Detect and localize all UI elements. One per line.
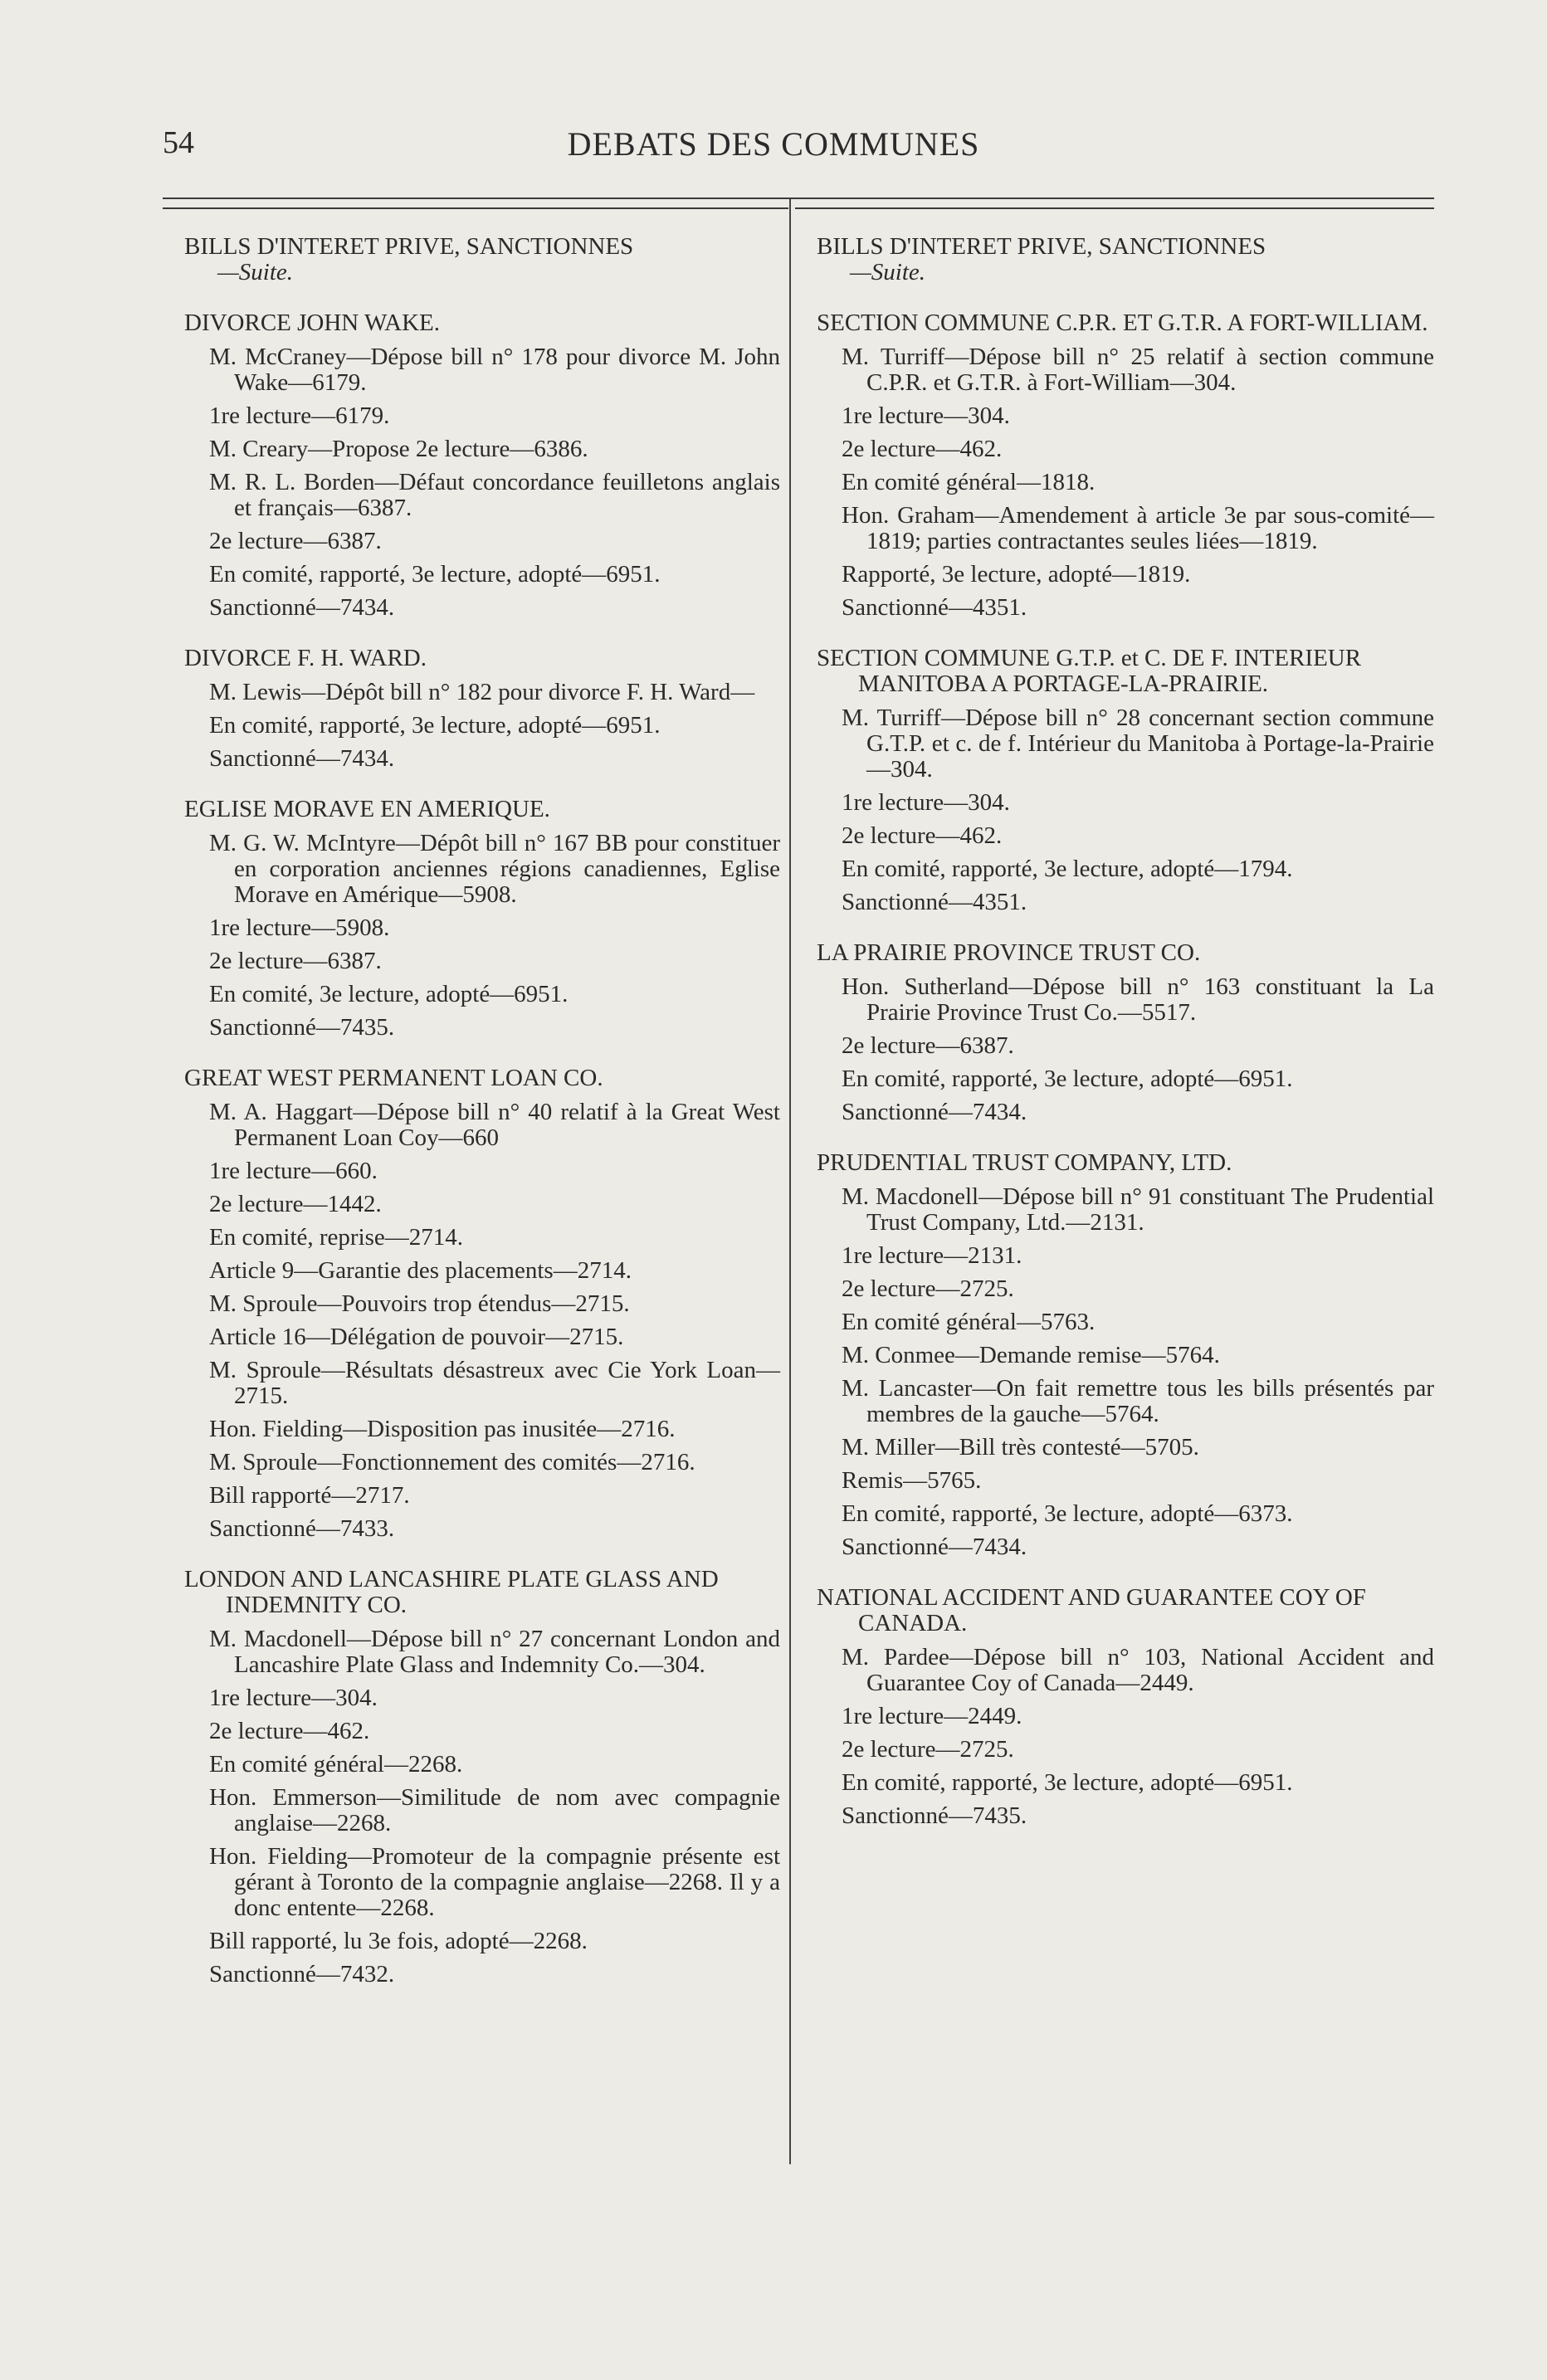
index-entry: Hon. Graham—Amendement à article 3e par sous-comité—1819; parties contractantes seules liées—1819. — [842, 502, 1434, 554]
index-entry: M. A. Haggart—Dépose bill n° 40 relatif à la Great West Permanent Loan Coy—660 — [209, 1099, 780, 1151]
section-title: LA PRAIRIE PROVINCE TRUST CO. — [817, 939, 1201, 966]
index-entry: 1re lecture—660. — [209, 1158, 378, 1184]
section-title: LONDON AND LANCASHIRE PLATE GLASS AND INDEMNITY CO. — [184, 1566, 719, 1618]
index-entry: 2e lecture—2725. — [842, 1736, 1014, 1763]
index-entry: Sanctionné—4351. — [842, 889, 1027, 915]
index-section — [184, 310, 780, 621]
index-entry: M. Macdonell—Dépose bill n° 27 concernant London and Lancashire Plate Glass and Indemnity Co.—304. — [209, 1626, 780, 1678]
index-entry: Hon. Emmerson—Similitude de nom avec compagnie anglaise—2268. — [209, 1784, 780, 1836]
index-entry: M. Lewis—Dépôt bill n° 182 pour divorce F. H. Ward— — [209, 679, 755, 705]
header-rule-left — [163, 207, 788, 209]
index-entry: M. Turriff—Dépose bill n° 25 relatif à section commune C.P.R. et G.T.R. à Fort-William—304. — [842, 344, 1434, 396]
section-title: PRUDENTIAL TRUST COMPANY, LTD. — [817, 1149, 1232, 1176]
index-entry: M. Miller—Bill très contesté—5705. — [842, 1434, 1199, 1461]
index-entry: M. Creary—Propose 2e lecture—6386. — [209, 436, 588, 462]
index-entry: En comité général—1818. — [842, 469, 1096, 495]
column-heading — [817, 234, 1434, 285]
index-entry: M. G. W. McIntyre—Dépôt bill n° 167 BB pour constituer en corporation anciennes régions canadiennes, Eglise Morave en Amérique—5908. — [209, 830, 780, 908]
index-entry: 2e lecture—6387. — [209, 528, 382, 554]
index-entry: Sanctionné—7432. — [209, 1961, 395, 1987]
index-entry: Hon. Fielding—Promoteur de la compagnie présente est gérant à Toronto de la compagnie anglaise—2268. Il y a donc entente—2268. — [209, 1843, 780, 1921]
column-divider — [789, 199, 791, 2164]
column-heading-main: BILLS D'INTERET PRIVE, SANCTIONNES — [817, 233, 1266, 260]
index-entry: Bill rapporté—2717. — [209, 1482, 410, 1509]
index-entry: 2e lecture—462. — [842, 436, 1003, 462]
index-entry: Sanctionné—7435. — [209, 1014, 395, 1041]
index-entry: M. Pardee—Dépose bill n° 103, National Accident and Guarantee Coy of Canada—2449. — [842, 1644, 1434, 1696]
right-column — [817, 234, 1434, 1836]
section-title: NATIONAL ACCIDENT AND GUARANTEE COY OF CANADA. — [817, 1584, 1366, 1636]
index-entry: M. Sproule—Résultats désastreux avec Cie York Loan—2715. — [209, 1357, 780, 1409]
index-section — [184, 1567, 780, 1987]
left-sections — [184, 310, 780, 1987]
index-entry: Sanctionné—7433. — [209, 1515, 395, 1542]
index-entry: 1re lecture—5908. — [209, 914, 390, 941]
index-section — [817, 940, 1434, 1125]
index-entry: Sanctionné—7435. — [842, 1802, 1027, 1829]
running-title: DEBATS DES COMMUNES — [567, 125, 980, 163]
index-entry: En comité, 3e lecture, adopté—6951. — [209, 981, 569, 1007]
index-entry: En comité, rapporté, 3e lecture, adopté—6373. — [842, 1500, 1293, 1527]
section-title: SECTION COMMUNE C.P.R. ET G.T.R. A FORT-WILLIAM. — [817, 310, 1428, 336]
section-title: DIVORCE F. H. WARD. — [184, 645, 427, 671]
index-entry: 2e lecture—2725. — [842, 1275, 1014, 1302]
index-section — [184, 797, 780, 1041]
index-entry: 2e lecture—6387. — [842, 1032, 1014, 1059]
index-entry: Bill rapporté, lu 3e fois, adopté—2268. — [209, 1928, 588, 1954]
index-entry: En comité, reprise—2714. — [209, 1224, 464, 1251]
index-entry: En comité général—2268. — [209, 1751, 463, 1778]
section-title: DIVORCE JOHN WAKE. — [184, 310, 440, 336]
index-entry: 1re lecture—2131. — [842, 1242, 1022, 1269]
index-entry: M. Sproule—Pouvoirs trop étendus—2715. — [209, 1290, 630, 1317]
index-entry: En comité, rapporté, 3e lecture, adopté—6951. — [209, 561, 661, 588]
header-rule-top — [163, 198, 1434, 199]
index-section — [817, 1150, 1434, 1560]
left-column — [184, 234, 780, 1995]
right-sections — [817, 310, 1434, 1829]
index-section — [817, 310, 1434, 621]
section-title: SECTION COMMUNE G.T.P. et C. DE F. INTERIEUR MANITOBA A PORTAGE-LA-PRAIRIE. — [817, 645, 1362, 697]
column-heading-sub: —Suite. — [850, 259, 926, 285]
index-section — [817, 646, 1434, 915]
index-entry: Sanctionné—4351. — [842, 594, 1027, 621]
index-entry: M. McCraney—Dépose bill n° 178 pour divorce M. John Wake—6179. — [209, 344, 780, 396]
index-entry: En comité général—5763. — [842, 1309, 1096, 1335]
page-number: 54 — [163, 125, 194, 160]
index-entry: Sanctionné—7434. — [842, 1534, 1027, 1560]
column-heading-main: BILLS D'INTERET PRIVE, SANCTIONNES — [184, 233, 634, 260]
index-section — [184, 1066, 780, 1542]
index-entry: En comité, rapporté, 3e lecture, adopté—6951. — [842, 1769, 1293, 1796]
index-entry: En comité, rapporté, 3e lecture, adopté—6951. — [842, 1066, 1293, 1092]
index-entry: En comité, rapporté, 3e lecture, adopté—1794. — [842, 856, 1293, 882]
header-rule-right — [795, 207, 1434, 209]
column-heading — [184, 234, 780, 285]
index-entry: Hon. Sutherland—Dépose bill n° 163 constituant la La Prairie Province Trust Co.—5517. — [842, 973, 1434, 1026]
index-entry: 2e lecture—462. — [842, 822, 1003, 849]
column-heading-sub: —Suite. — [217, 259, 294, 285]
index-entry: Sanctionné—7434. — [842, 1099, 1027, 1125]
index-entry: M. R. L. Borden—Défaut concordance feuilletons anglais et français—6387. — [209, 469, 780, 521]
index-entry: 1re lecture—304. — [209, 1685, 378, 1711]
index-entry: Hon. Fielding—Disposition pas inusitée—2716. — [209, 1416, 676, 1442]
index-entry: M. Macdonell—Dépose bill n° 91 constituant The Prudential Trust Company, Ltd.—2131. — [842, 1183, 1434, 1236]
section-title: EGLISE MORAVE EN AMERIQUE. — [184, 796, 550, 822]
index-section — [184, 646, 780, 772]
index-entry: M. Turriff—Dépose bill n° 28 concernant section commune G.T.P. et c. de f. Intérieur du Manitoba à Portage-la-Prairie—304. — [842, 705, 1434, 783]
index-entry: 2e lecture—1442. — [209, 1191, 382, 1217]
index-section — [817, 1585, 1434, 1829]
index-entry: Article 9—Garantie des placements—2714. — [209, 1257, 632, 1284]
index-entry: 1re lecture—304. — [842, 789, 1010, 816]
index-entry: En comité, rapporté, 3e lecture, adopté—6951. — [209, 712, 661, 739]
index-entry: M. Conmee—Demande remise—5764. — [842, 1342, 1220, 1368]
index-entry: 2e lecture—462. — [209, 1718, 370, 1744]
index-entry: 1re lecture—304. — [842, 402, 1010, 429]
index-entry: 1re lecture—2449. — [842, 1703, 1022, 1729]
index-entry: Sanctionné—7434. — [209, 745, 395, 772]
index-entry: Sanctionné—7434. — [209, 594, 395, 621]
index-entry: M. Lancaster—On fait remettre tous les bills présentés par membres de la gauche—5764. — [842, 1375, 1434, 1427]
index-entry: Article 16—Délégation de pouvoir—2715. — [209, 1324, 624, 1350]
index-entry: M. Sproule—Fonctionnement des comités—2716. — [209, 1449, 695, 1475]
index-entry: Remis—5765. — [842, 1467, 982, 1494]
index-entry: Rapporté, 3e lecture, adopté—1819. — [842, 561, 1191, 588]
section-title: GREAT WEST PERMANENT LOAN CO. — [184, 1065, 603, 1091]
index-entry: 2e lecture—6387. — [209, 948, 382, 974]
index-entry: 1re lecture—6179. — [209, 402, 390, 429]
page-header — [0, 124, 1547, 174]
